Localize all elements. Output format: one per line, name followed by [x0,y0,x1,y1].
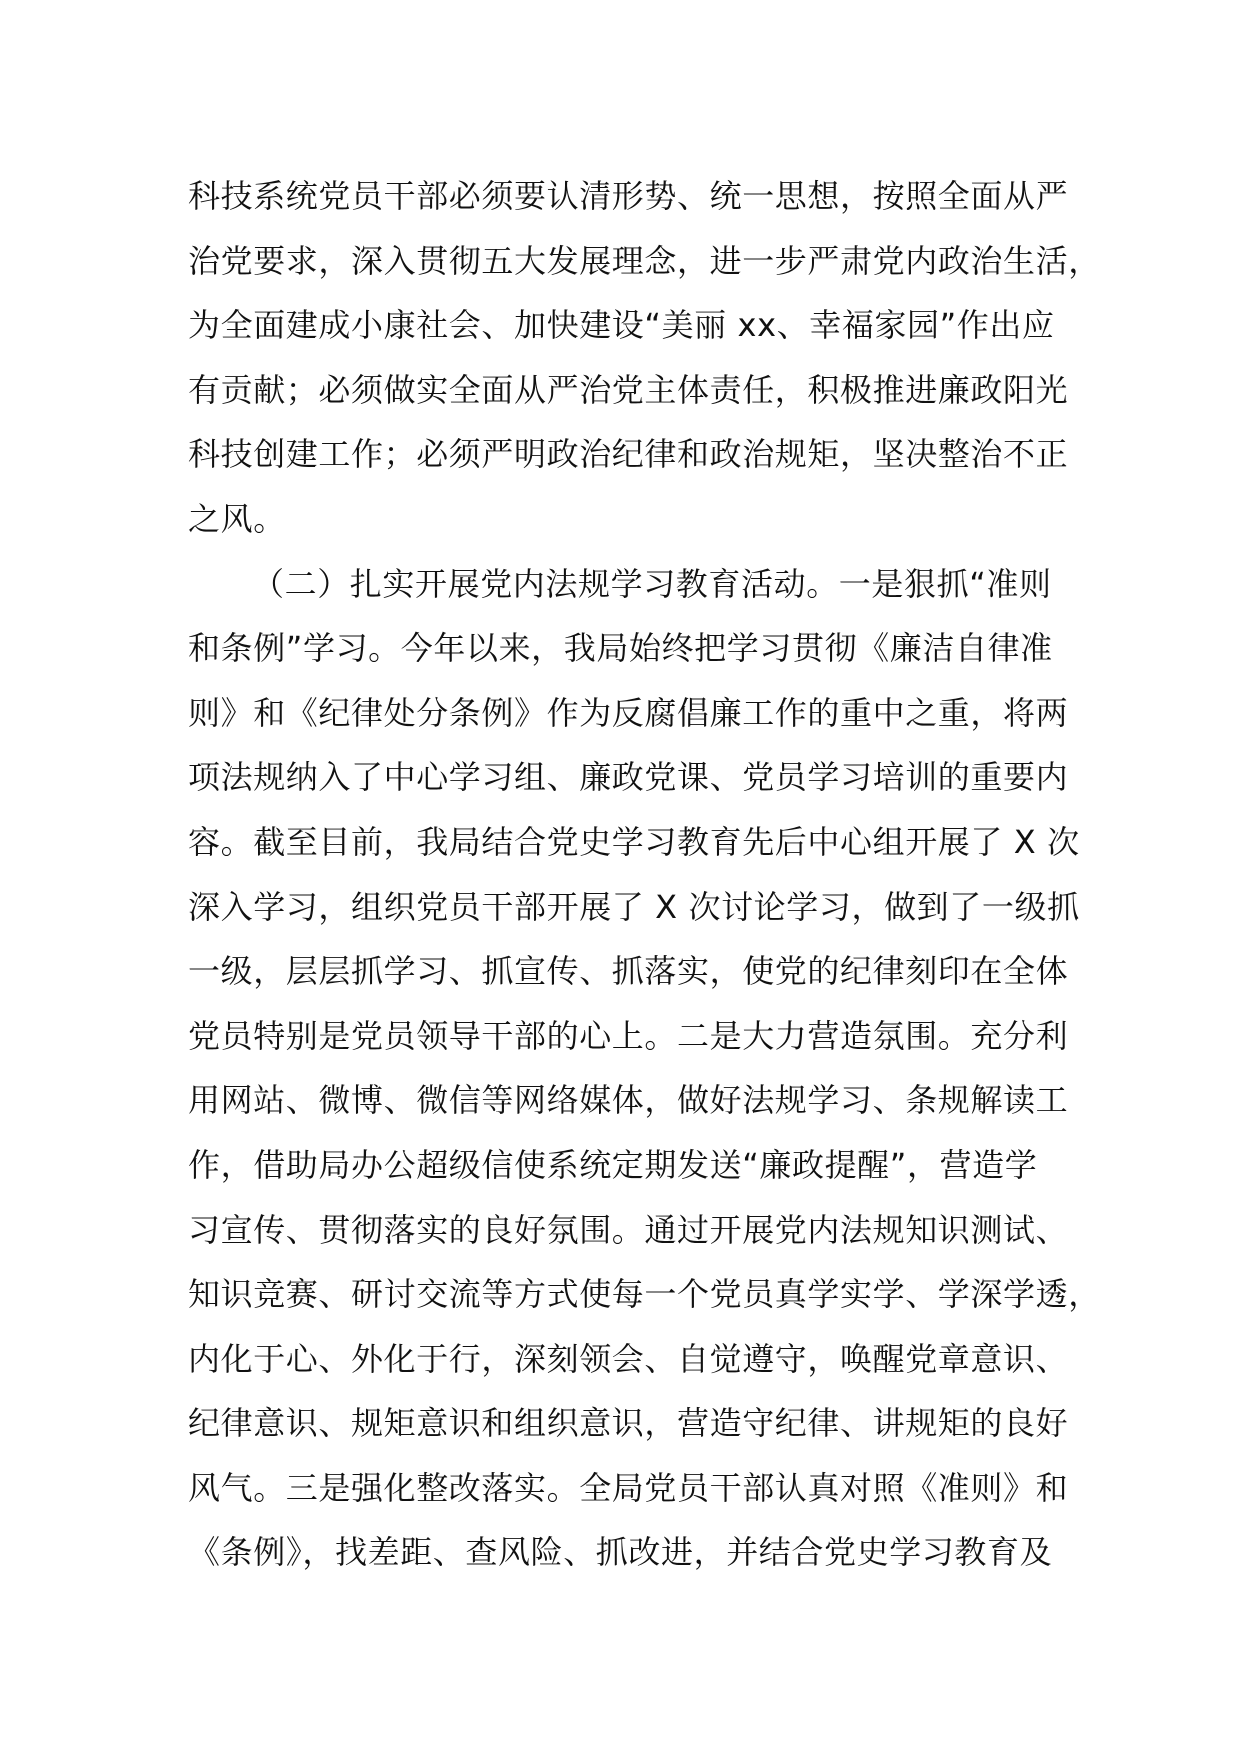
text-line: 一级，层层抓学习、抓宣传、抓落实，使党的纪律刻印在全体 [188,952,1069,991]
text-line: 深入学习，组织党员干部开展了 X 次讨论学习，做到了一级抓 [188,887,1080,926]
text-line: 《条例》，找差距、查风险、抓改进，并结合党史学习教育及 [188,1533,1053,1572]
text-line: 治党要求，深入贯彻五大发展理念，进一步严肃党内政治生活， [188,241,1101,280]
body-text [188,164,1101,1585]
text-line: 科技系统党员干部必须要认清形势、统一思想，按照全面从严 [188,177,1069,215]
text-line: 之风。 [188,499,286,538]
text-line: 纪律意识、规矩意识和组织意识，营造守纪律、讲规矩的良好 [188,1404,1069,1443]
text-line: 则》和《纪律处分条例》作为反腐倡廉工作的重中之重，将两 [188,693,1069,732]
text-line: 项法规纳入了中心学习组、廉政党课、党员学习培训的重要内 [188,758,1069,797]
text-line: 作，借助局办公超级信使系统定期发送“廉政提醒”，营造学 [188,1145,1038,1184]
text-line: 内化于心、外化于行，深刻领会、自觉遵守，唤醒党章意识、 [188,1339,1069,1378]
text-line: 习宣传、贯彻落实的良好氛围。通过开展党内法规知识测试、 [188,1210,1069,1249]
text-line: 为全面建成小康社会、加快建设“美丽 xx、幸福家园”作出应 [188,306,1055,345]
text-line: 容。截至目前，我局结合党史学习教育先后中心组开展了 X 次 [188,822,1080,861]
text-line: 有贡献；必须做实全面从严治党主体责任，积极推进廉政阳光 [188,370,1069,409]
text-line: 风气。三是强化整改落实。全局党员干部认真对照《准则》和 [188,1468,1069,1507]
section-heading-line: （二）扎实开展党内法规学习教育活动。一是狠抓“准则 [252,564,1052,603]
text-line: 和条例”学习。今年以来，我局始终把学习贯彻《廉洁自律准 [188,629,1053,668]
text-line: 党员特别是党员领导干部的心上。二是大力营造氛围。充分利 [188,1016,1069,1055]
text-line: 科技创建工作；必须严明政治纪律和政治规矩，坚决整治不正 [188,435,1069,474]
text-line: 知识竞赛、研讨交流等方式使每一个党员真学实学、学深学透， [188,1275,1101,1314]
text-line: 用网站、微博、微信等网络媒体，做好法规学习、条规解读工 [188,1081,1069,1120]
